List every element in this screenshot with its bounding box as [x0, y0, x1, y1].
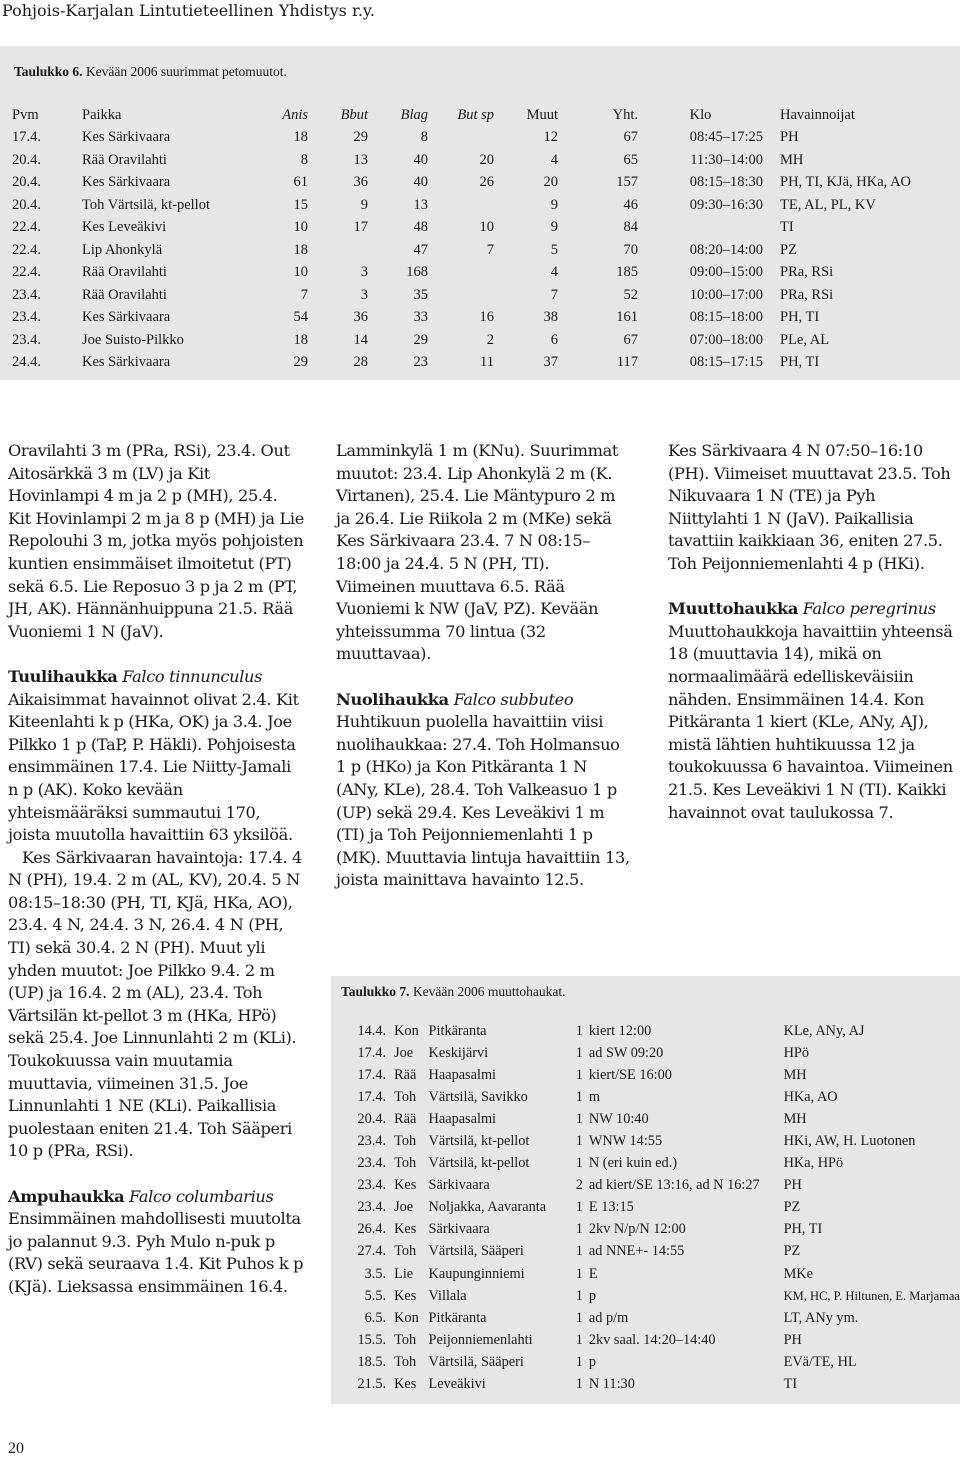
table-cell: 23.4.	[357, 1133, 387, 1150]
table-cell: 1	[575, 1353, 583, 1370]
table-row	[341, 1197, 960, 1219]
table-cell: 28	[353, 354, 368, 371]
table-cell: 37	[543, 354, 558, 371]
species-name: Muuttohaukka	[668, 599, 798, 619]
table-row	[341, 1285, 960, 1307]
table-cell: 16	[479, 309, 494, 326]
table-cell: 1	[575, 1044, 583, 1061]
table-cell: Toh	[394, 1155, 417, 1172]
table6-header-cell: Anis	[282, 106, 308, 123]
table-cell: 26	[479, 174, 494, 191]
table-cell: Kes	[394, 1221, 417, 1238]
species-name: Nuolihaukka	[336, 689, 449, 709]
table-cell: PZ	[783, 1199, 801, 1216]
table-cell: Kes	[394, 1287, 417, 1304]
table-row	[341, 1064, 960, 1086]
table-cell: N 11:30	[588, 1376, 635, 1393]
species-latin: Falco subbuteo	[453, 689, 574, 709]
table-cell: 20.4.	[12, 174, 41, 191]
table-cell: 48	[413, 219, 428, 236]
table-cell: PH	[783, 1331, 802, 1348]
table-cell: 10	[479, 219, 494, 236]
table-cell: 4	[550, 151, 558, 168]
table-cell: 2	[486, 331, 494, 348]
table-cell: Kes Särkivaara	[82, 309, 171, 326]
table-cell: HKa, HPö	[783, 1155, 844, 1172]
table6-header-cell: Blag	[400, 106, 428, 123]
text-column-2	[336, 440, 632, 892]
table-cell: 23.4.	[12, 331, 41, 348]
table-cell: 29	[353, 129, 368, 146]
table-cell: TI	[783, 1376, 798, 1393]
table-cell: 2kv N/p/N 12:00	[588, 1221, 686, 1238]
table-cell: 36	[353, 174, 368, 191]
table-cell: 20	[543, 174, 558, 191]
table-row	[12, 284, 950, 307]
table-cell: 10:00–17:00	[689, 286, 763, 303]
table6-body	[12, 127, 950, 375]
table-cell: 29	[293, 354, 308, 371]
table-cell: 35	[413, 286, 428, 303]
table6	[12, 104, 950, 374]
table-cell: Kaupunginniemi	[428, 1265, 525, 1282]
table-cell: Kes	[394, 1376, 417, 1393]
table-cell: PH, TI	[783, 1221, 823, 1238]
table-cell: 23.4.	[357, 1177, 387, 1194]
table-cell	[638, 217, 765, 240]
table-cell: WNW 14:55	[588, 1133, 663, 1150]
table6-header-cell: Paikka	[82, 106, 122, 123]
table-cell: Särkivaara	[428, 1221, 490, 1238]
table-cell: PLe, AL	[780, 331, 830, 348]
table-cell: Pitkäranta	[428, 1022, 487, 1039]
table-cell: 61	[293, 174, 308, 191]
table-row	[341, 1351, 960, 1373]
table-row	[12, 239, 950, 262]
table-cell: 27.4.	[357, 1243, 387, 1260]
table-cell: 1	[575, 1199, 583, 1216]
species-heading	[668, 598, 958, 621]
table-cell: 46	[623, 196, 638, 213]
species-latin: Falco columbarius	[129, 1186, 274, 1206]
species-latin: Falco tinnunculus	[122, 666, 263, 686]
table-cell: 65	[623, 151, 638, 168]
table-cell: 7	[300, 286, 308, 303]
table-cell: Rää Oravilahti	[82, 286, 167, 303]
table-cell: 3	[360, 264, 368, 281]
table6-header-row	[12, 104, 950, 127]
table-cell: LT, ANy ym.	[783, 1309, 859, 1326]
table-cell: Haapasalmi	[428, 1110, 497, 1127]
table-cell	[428, 262, 494, 285]
table-cell: 08:15–18:30	[689, 174, 763, 191]
table-cell: Haapasalmi	[428, 1066, 497, 1083]
table-cell	[428, 284, 494, 307]
page-number: 20	[8, 1440, 24, 1457]
table-cell: 13	[353, 151, 368, 168]
species-heading	[8, 666, 304, 689]
table-row	[341, 1241, 960, 1263]
table-cell: 17.4.	[357, 1066, 387, 1083]
table6-caption	[14, 64, 287, 80]
table6-header-cell: Yht.	[612, 106, 638, 123]
table-cell: ad kiert/SE 13:16, ad N 16:27	[588, 1177, 760, 1194]
table-cell: 17.4.	[357, 1088, 387, 1105]
table-cell: 1	[575, 1243, 583, 1260]
table-row	[341, 1130, 960, 1152]
table-cell: 17	[353, 219, 368, 236]
table-cell: Toh Värtsilä, kt-pellot	[82, 196, 210, 213]
table-row	[341, 1307, 960, 1329]
table-cell: 3	[360, 286, 368, 303]
table-cell: 10	[293, 264, 308, 281]
table-cell: Rää	[394, 1066, 417, 1083]
table-cell: 26.4.	[357, 1221, 387, 1238]
species-latin: Falco peregrinus	[802, 599, 936, 619]
table6-header-cell: But sp	[457, 106, 494, 123]
table-cell: PH	[780, 129, 799, 146]
table-cell: 33	[413, 309, 428, 326]
table-cell: 08:15–17:15	[689, 354, 763, 371]
table-cell: 185	[616, 264, 638, 281]
species-name: Tuulihaukka	[8, 666, 118, 686]
table-cell: Särkivaara	[428, 1177, 490, 1194]
table-cell: 1	[575, 1309, 583, 1326]
table-cell: p	[588, 1353, 597, 1370]
text-column-1	[8, 440, 304, 1299]
table-cell: 84	[623, 219, 638, 236]
table-cell: 20.4.	[357, 1110, 387, 1127]
table-cell: Toh	[394, 1331, 417, 1348]
table-cell: 7	[486, 241, 494, 258]
table-cell: Peijonniemenlahti	[428, 1331, 533, 1348]
table-cell: E	[588, 1265, 598, 1282]
table-cell: 67	[623, 129, 638, 146]
table-cell: 20.4.	[12, 196, 41, 213]
table-row	[12, 217, 950, 240]
table-cell: kiert/SE 16:00	[588, 1066, 672, 1083]
table-cell: HKa, AO	[783, 1088, 838, 1105]
table-row	[341, 1108, 960, 1130]
table-cell: 15	[293, 196, 308, 213]
table-cell: NW 10:40	[588, 1110, 649, 1127]
table-cell: Toh	[394, 1088, 417, 1105]
table-cell: Kes Leveäkivi	[82, 219, 167, 236]
table-cell: 36	[353, 309, 368, 326]
table-cell: TE, AL, PL, KV	[780, 196, 876, 213]
table-cell: 8	[420, 129, 428, 146]
table-cell: 23.4.	[357, 1199, 387, 1216]
table-cell: Värtsilä, Savikko	[428, 1088, 528, 1105]
table-cell: 23	[413, 354, 428, 371]
table-cell: Värtsilä, kt-pellot	[428, 1155, 530, 1172]
table-cell: 40	[413, 151, 428, 168]
running-head: Pohjois-Karjalan Lintutieteellinen Yhdistys r.y.	[2, 1, 375, 20]
table-cell: PZ	[783, 1243, 801, 1260]
table-cell: Kon	[394, 1309, 419, 1326]
table-cell: 23.4.	[357, 1155, 387, 1172]
table-row	[12, 149, 950, 172]
table-cell: Kes Särkivaara	[82, 354, 171, 371]
table-cell: 09:00–15:00	[689, 264, 763, 281]
table-cell: 3.5.	[364, 1265, 387, 1282]
table-cell: 21.5.	[357, 1376, 387, 1393]
table-cell: 23.4.	[12, 286, 41, 303]
table-cell: MH	[780, 151, 804, 168]
table-cell: 2	[575, 1177, 583, 1194]
table6-box	[0, 46, 960, 380]
table-row	[12, 172, 950, 195]
table-cell: HKi, AW, H. Luotonen	[783, 1133, 916, 1150]
table-cell: Toh	[394, 1243, 417, 1260]
table-cell: KLe, ANy, AJ	[783, 1022, 865, 1039]
table-cell: 14	[353, 331, 368, 348]
table-cell: 17.4.	[357, 1044, 387, 1061]
table-row	[341, 1086, 960, 1108]
table-cell: Joe	[394, 1044, 414, 1061]
paragraph: Muuttohaukkoja havaittiin yhteensä 18 (muuttavia 14), mikä on normaalimäärä edelliskeväisiin nähden. Ensimmäinen 14.4. Kon Pitkäranta 1 kiert (KLe, ANy, AJ), mistä lähtien huhtikuussa 12 ja toukokuussa 6 havaintoa. Viimeinen 21.5. Kes Leveäkivi 1 N (TI). Kaikki havainnot ovat taulukossa 7.	[668, 621, 953, 822]
table-cell: PH	[783, 1177, 802, 1194]
table-cell: 18	[293, 241, 308, 258]
table-cell: 6.5.	[364, 1309, 387, 1326]
table6-header-cell: Klo	[689, 106, 712, 123]
table-cell: 07:00–18:00	[689, 331, 763, 348]
table6-header-cell: Bbut	[340, 106, 368, 123]
table-cell: 18	[293, 331, 308, 348]
table-cell: 08:45–17:25	[689, 129, 763, 146]
table-cell: 5.5.	[364, 1287, 387, 1304]
table-cell: 1	[575, 1133, 583, 1150]
table-cell: PZ	[780, 241, 797, 258]
table6-header-cell: Muut	[526, 106, 558, 123]
table-cell: Rää Oravilahti	[82, 264, 167, 281]
table-cell: 9	[360, 196, 368, 213]
table-cell: 54	[293, 309, 308, 326]
table-cell: E 13:15	[588, 1199, 634, 1216]
table-cell: 22.4.	[12, 264, 41, 281]
table-cell: PH, TI, KJä, HKa, AO	[780, 174, 912, 191]
table7-body	[341, 1020, 960, 1396]
table-cell: MH	[783, 1110, 807, 1127]
table7-box	[331, 976, 960, 1404]
table-cell: 1	[575, 1376, 583, 1393]
table-row	[12, 262, 950, 285]
table-cell: 47	[413, 241, 428, 258]
table-row	[341, 1219, 960, 1241]
table-cell	[428, 194, 494, 217]
text-column-3	[668, 440, 958, 824]
table-cell: PH, TI	[780, 354, 820, 371]
table-cell: 1	[575, 1287, 583, 1304]
table-cell: Rää Oravilahti	[82, 151, 167, 168]
table-cell: 5	[550, 241, 558, 258]
table6-header-cell: Havainnoijat	[780, 106, 855, 123]
table6-caption-text: Kevään 2006 suurimmat petomuutot.	[85, 64, 287, 79]
table-cell: 22.4.	[12, 219, 41, 236]
table7	[341, 1020, 960, 1396]
table-cell: 10	[293, 219, 308, 236]
table-cell: Värtsilä, Sääperi	[428, 1243, 524, 1260]
table-cell: 6	[550, 331, 558, 348]
table-row	[12, 127, 950, 150]
table-cell: 1	[575, 1022, 583, 1039]
table-cell: Värtsilä, Sääperi	[428, 1353, 524, 1370]
table-cell: 70	[623, 241, 638, 258]
table-cell: 52	[623, 286, 638, 303]
table-cell: 1	[575, 1221, 583, 1238]
table-cell: 40	[413, 174, 428, 191]
paragraph: Kes Särkivaara 4 N 07:50–16:10 (PH). Viimeiset muuttavat 23.5. Toh Nikuvaara 1 N (TE) ja Pyh Niittylahti 1 N (JaV). Paikallisia tavattiin kaikkiaan 36, eniten 27.5. Toh Peijonniemenlahti 4 p (HKi).	[668, 441, 951, 573]
table7-caption-text: Kevään 2006 muuttohaukat.	[412, 984, 566, 999]
table6-caption-label: Taulukko 6.	[14, 64, 83, 79]
species-heading	[336, 689, 632, 712]
table-cell: 08:15–18:00	[689, 309, 763, 326]
species-heading	[8, 1186, 304, 1209]
table-cell: 14.4.	[357, 1022, 387, 1039]
table-cell: 1	[575, 1110, 583, 1127]
table-row	[12, 329, 950, 352]
table-cell: 18	[293, 129, 308, 146]
table-cell: Pitkäranta	[428, 1309, 487, 1326]
table-cell	[308, 239, 368, 262]
table-cell: 67	[623, 331, 638, 348]
table-cell: ad NNE+- 14:55	[588, 1243, 685, 1260]
table-cell: 18.5.	[357, 1353, 387, 1370]
paragraph: Ensimmäinen mahdollisesti muutolta jo palannut 9.3. Pyh Mulo n-puk p (RV) sekä seuraava 1.4. Kit Puhos k p (KJä). Lieksassa ensimmäinen 16.4.	[8, 1209, 304, 1296]
table-cell: Keskijärvi	[428, 1044, 489, 1061]
table-cell: ad p/m	[588, 1309, 629, 1326]
table-cell: 9	[550, 219, 558, 236]
table-cell: MH	[783, 1066, 807, 1083]
table-cell: 1	[575, 1265, 583, 1282]
table-row	[12, 307, 950, 330]
table-cell: m	[588, 1088, 601, 1105]
table-row	[341, 1042, 960, 1064]
table-row	[341, 1374, 960, 1396]
table-cell: HPö	[783, 1044, 810, 1061]
table-row	[341, 1175, 960, 1197]
table-cell: Kes	[394, 1177, 417, 1194]
table-cell: 7	[550, 286, 558, 303]
table-cell: 22.4.	[12, 241, 41, 258]
table-cell: 15.5.	[357, 1331, 387, 1348]
table-cell: 1	[575, 1155, 583, 1172]
table-cell: TI	[780, 219, 794, 236]
table-cell: Kes Särkivaara	[82, 174, 171, 191]
table-cell	[428, 127, 494, 150]
table-cell: 13	[413, 196, 428, 213]
table-cell: 4	[550, 264, 558, 281]
table-cell: Toh	[394, 1353, 417, 1370]
species-name: Ampuhaukka	[8, 1186, 125, 1206]
table7-caption	[341, 984, 566, 1000]
table-cell: 9	[550, 196, 558, 213]
table-cell: p	[588, 1287, 597, 1304]
table-cell: 09:30–16:30	[689, 196, 763, 213]
table-row	[341, 1020, 960, 1042]
table-cell: 08:20–14:00	[689, 241, 763, 258]
table-cell: 117	[616, 354, 638, 371]
table-cell: KM, HC, P. Hiltunen, E. Marjamaa	[783, 1288, 960, 1303]
table-cell: ad SW 09:20	[588, 1044, 664, 1061]
table-cell: EVä/TE, HL	[783, 1353, 857, 1370]
table-row	[12, 194, 950, 217]
table-row	[341, 1263, 960, 1285]
table-cell: 1	[575, 1331, 583, 1348]
paragraph: Oravilahti 3 m (PRa, RSi), 23.4. Out Aitosärkkä 3 m (LV) ja Kit Hovinlampi 4 m ja 2 p (MH), 25.4. Kit Hovinlampi 2 m ja 8 p (MH) ja Lie Repolouhi 3 m, jotka myös pohjoisten kuntien ensimmäiset ilmoitetut (PT) sekä 6.5. Lie Reposuo 3 p ja 2 m (PT, JH, AK). Hännänhuippuna 21.5. Rää Vuoniemi 1 N (JaV).	[8, 441, 304, 641]
table-cell: 24.4.	[12, 354, 41, 371]
table-cell: Rää	[394, 1110, 417, 1127]
paragraph: Aikaisimmat havainnot olivat 2.4. Kit Kiteenlahti k p (HKa, OK) ja 3.4. Joe Pilkko 1 p (TaP, P. Häkli). Pohjoisesta ensimmäinen 17.4. Lie Niitty-Jamali n p (AK). Koko kevään yhteismääräksi summautui 170, joista muutolla havaittiin 63 yksilöä.	[8, 689, 299, 845]
table-row	[341, 1153, 960, 1175]
table-row	[12, 352, 950, 375]
table-cell: 1	[575, 1066, 583, 1083]
table-cell: Villala	[428, 1287, 467, 1304]
table-cell: 23.4.	[12, 309, 41, 326]
table-cell: Leveäkivi	[428, 1376, 486, 1393]
table-cell: Noljakka, Aavaranta	[428, 1199, 547, 1216]
table-cell: 161	[616, 309, 638, 326]
table-cell: Toh	[394, 1133, 417, 1150]
table6-header-cell: Pvm	[12, 106, 39, 123]
table-cell: Joe Suisto-Pilkko	[82, 331, 184, 348]
table-cell: 12	[543, 129, 558, 146]
table-cell: N (eri kuin ed.)	[588, 1155, 678, 1172]
table-cell: Kon	[394, 1022, 419, 1039]
table-cell: Kes Särkivaara	[82, 129, 171, 146]
paragraph: Kes Särkivaaran havaintoja: 17.4. 4 N (PH), 19.4. 2 m (AL, KV), 20.4. 5 N 08:15–18:30 (PH, TI, KJä, HKa, AO), 23.4. 4 N, 24.4. 3 N, 26.4. 4 N (PH, TI) sekä 30.4. 2 N (PH). Muut yli yhden muutot: Joe Pilkko 9.4. 2 m (UP) ja 16.4. 2 m (AL), 23.4. Toh Värtsilän kt-pellot 3 m (HKa, HPö) sekä 25.4. Joe Linnunlahti 2 m (KLi). Toukokuussa vain muutamia muuttavia, viimeinen 31.5. Joe Linnunlahti 1 NE (KLi). Paikallisia puolestaan eniten 21.4. Toh Sääperi 10 p (PRa, RSi).	[8, 847, 302, 1161]
table-cell: 20	[479, 151, 494, 168]
table-cell: MKe	[783, 1265, 813, 1282]
paragraph: Lamminkylä 1 m (KNu). Suurimmat muutot: 23.4. Lip Ahonkylä 2 m (K. Virtanen), 25.4. Lie Mäntypuro 2 m ja 26.4. Lie Riikola 2 m (MKe) sekä Kes Särkivaara 23.4. 7 N 08:15–18:00 ja 24.4. 5 N (PH, TI). Viimeinen muuttava 6.5. Rää Vuoniemi k NW (JaV, PZ). Kevään yhteissumma 70 lintua (32 muuttavaa).	[336, 441, 619, 664]
table-cell: 2kv saal. 14:20–14:40	[588, 1331, 716, 1348]
table-cell: 20.4.	[12, 151, 41, 168]
table-cell: PRa, RSi	[780, 264, 834, 281]
table-cell: 168	[406, 264, 428, 281]
table-cell: PH, TI	[780, 309, 820, 326]
table-cell: 157	[616, 174, 638, 191]
table-cell: 11	[480, 354, 494, 371]
table-cell: Joe	[394, 1199, 414, 1216]
table-cell: Lie	[394, 1265, 414, 1282]
table-cell: PRa, RSi	[780, 286, 834, 303]
table-cell: 17.4.	[12, 129, 41, 146]
table-cell: Värtsilä, kt-pellot	[428, 1133, 530, 1150]
table7-caption-label: Taulukko 7.	[341, 984, 410, 999]
table-cell: kiert 12:00	[588, 1022, 652, 1039]
table-cell: 38	[543, 309, 558, 326]
table-cell: 29	[413, 331, 428, 348]
table-cell: Lip Ahonkylä	[82, 241, 163, 258]
table-cell: 11:30–14:00	[690, 151, 763, 168]
table-row	[341, 1329, 960, 1351]
paragraph: Huhtikuun puolella havaittiin viisi nuolihaukkaa: 27.4. Toh Holmansuo 1 p (HKo) ja Kon Pitkäranta 1 N (ANy, KLe), 28.4. Toh Valkeasuo 1 p (UP) sekä 29.4. Kes Leveäkivi 1 m (TI) ja Toh Peijonniemenlahti 1 p (MK). Muuttavia lintuja havaittiin 13, joista mainittava havainto 12.5.	[336, 712, 630, 890]
table-cell: 8	[300, 151, 308, 168]
table-cell: 1	[575, 1088, 583, 1105]
